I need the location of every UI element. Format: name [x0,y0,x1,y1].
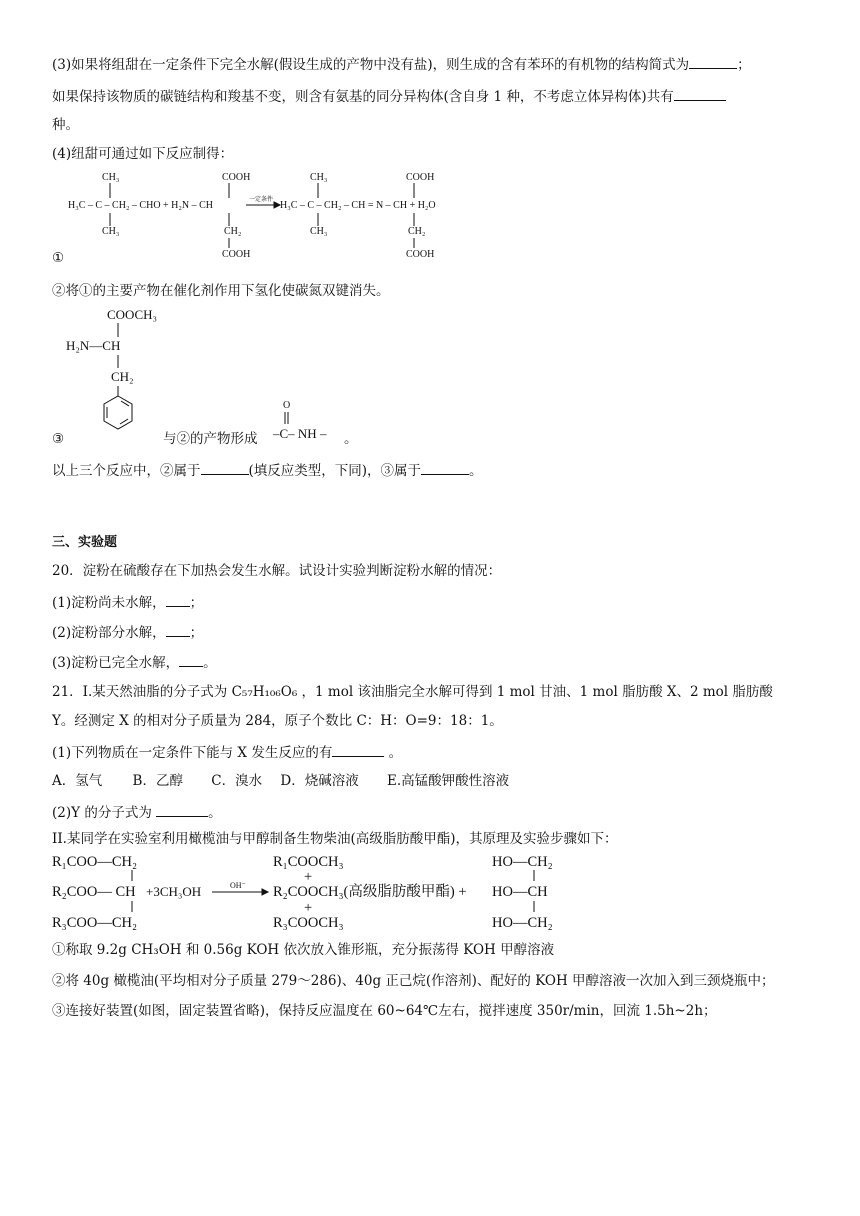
transesterification-equation [52,850,572,936]
reaction-1-equation [60,168,480,263]
q20-part1 [52,592,203,612]
eq-m1: R₁COOCH₃ [273,854,344,870]
eq-plus2: + [304,900,313,916]
option-b[interactable]: B．乙醇 [132,773,183,789]
reaction-3-text: 与②的产物形成 [163,431,258,447]
punct: 。 [203,655,217,671]
option-e[interactable]: E.高锰酸钾酸性溶液 [387,773,510,789]
answer-blank[interactable] [166,592,190,607]
q20-part2-text: (2)淀粉部分水解， [52,625,166,641]
summary-a: 以上三个反应中，②属于 [52,463,201,479]
step-1: ①称取 9.2g CH₃OH 和 0.56g KOH 依次放入锥形瓶，充分振荡得 KOH 甲醇溶液 [52,942,555,958]
eq-m2: R₂COOCH₃(高级脂肪酸甲酯) + [273,884,467,900]
q19-part3-text: (3)如果将组甜在一定条件下完全水解(假设生成的产物中没有盐)，则生成的含有苯环的有机物的结构简式为 [52,57,690,73]
q19-part3-text2: 如果保持该物质的碳链结构和羧基不变，则含有氨基的同分异构体(含自身 1 种，不考虑立体异构体)共有 [52,89,674,105]
section-heading: 三、实验题 [52,535,118,550]
q21-options [52,772,509,790]
eq-l3: R₃COO—CH₂ [52,915,138,931]
eq-catalyst: OH⁻ [230,881,246,890]
r1-r-cooh-bot: COOH [406,249,435,260]
q19-part4-intro: (4)纽甜可通过如下反应制得： [52,146,234,162]
q20-intro: 20．淀粉在硫酸存在下加热会发生水解。试设计实验判断淀粉水解的情况： [52,563,502,579]
punct: 。 [384,745,403,761]
answer-blank[interactable] [166,622,190,637]
eq-g1: HO—CH₂ [492,854,553,870]
r1-left-main: H₃C – C – CH₂ – CHO + H₂N – CH [68,200,213,211]
r1-ch2: CH₂ [224,226,242,237]
eq-plus1: + [304,869,313,885]
r1-r-ch3-bot: CH₃ [310,226,328,237]
answer-blank[interactable] [156,802,208,817]
r1-r-cooh-top: COOH [406,172,435,183]
r1-cooh-bot: COOH [222,249,251,260]
punct: ； [189,625,204,641]
punct: ； [737,57,751,73]
answer-blank[interactable] [332,742,384,757]
q20-part1-text: (1)淀粉尚未水解， [52,595,166,611]
reaction-3-end: 。 [344,431,358,447]
punct: 。 [208,805,222,821]
r1-arrow-label: 一定条件 [249,197,274,203]
q21-part-II: II.某同学在实验室利用橄榄油与甲醇制备生物柴油(高级脂肪酸甲酯)，其原理及实验步骤如下： [52,831,618,847]
step-2: ②将 40g 橄榄油(平均相对分子质量 279～286)、40g 正己烷(作溶剂)、配好的 KOH 甲醇溶液一次加入到三颈烧瓶中； [52,973,775,989]
q21-part2-text: (2)Y 的分子式为 [52,805,157,821]
q19-part3-line2 [52,86,726,106]
eq-l1: R₁COO—CH₂ [52,854,138,870]
punct: ； [189,595,204,611]
q20-part3-text: (3)淀粉已完全水解， [52,655,180,671]
reaction-2-text: ②将①的主要产物在催化剂作用下氢化使碳氮双键消失。 [52,283,390,299]
amide-o: O [283,400,291,411]
answer-blank[interactable] [689,54,737,69]
r1-r-ch3-top: CH₃ [310,172,328,183]
summary-c: 。 [469,463,483,479]
reaction-1-label: ① [52,250,65,266]
r1-cooh-top: COOH [222,172,251,183]
r1-ch3-top: CH₃ [102,172,120,183]
answer-blank-3[interactable] [421,460,469,475]
q20-part2 [52,622,203,642]
q20-part3 [52,652,217,672]
q21-part1-text: (1)下列物质在一定条件下能与 X 发生反应的有 [52,745,333,761]
option-d[interactable]: D．烧碱溶液 [280,773,359,789]
r3-cooch3: COOCH₃ [107,307,158,322]
answer-blank[interactable] [179,652,203,667]
r1-r-ch2: CH₂ [408,226,426,237]
r3-ch2: CH₂ [111,369,134,384]
q21-line1: 21．I.某天然油脂的分子式为 C₅₇H₁₀₆O₆ ，1 mol 该油脂完全水解可得到 1 mol 甘油、1 mol 脂肪酸 X、2 mol 脂肪酸 [52,684,773,700]
benzene-ring [104,396,132,429]
q21-part2 [52,802,222,822]
eq-reagent: +3CH₃OH [146,884,202,899]
r1-right-main: H₃C – C – CH₂ – CH = N – CH + H₂O [280,200,436,211]
r1-ch3-bot: CH₃ [102,226,120,237]
eq-m3: R₃COOCH₃ [273,915,344,931]
step-3: ③连接好装置(如图，固定装置省略)，保持反应温度在 60~64℃左右，搅拌速度 350r/min，回流 1.5h~2h； [52,1003,717,1019]
eq-g3: HO—CH₂ [492,915,553,931]
reaction-3-label: ③ [52,431,65,447]
q19-part3-line3: 种。 [52,117,79,133]
q19-part3-line1 [52,54,751,74]
eq-l2: R₂COO— CH [52,884,136,900]
summary-b: (填反应类型，下同)，③属于 [248,463,422,479]
reaction-3-line [52,430,64,448]
option-c[interactable]: C．溴水 [211,773,263,789]
q21-line2: Y。经测定 X 的相对分子质量为 284，原子个数比 C：H：O=9：18：1。 [52,713,503,729]
answer-blank-2[interactable] [201,460,249,475]
q21-part1 [52,742,402,762]
amide-group-text: –C– NH – [273,426,327,441]
answer-blank[interactable] [674,86,726,101]
eq-g2: HO—CH [492,884,548,900]
option-a[interactable]: A．氢气 [52,773,103,789]
q19-summary [52,460,483,480]
r3-h2n-ch: H₂N—CH [66,338,121,353]
